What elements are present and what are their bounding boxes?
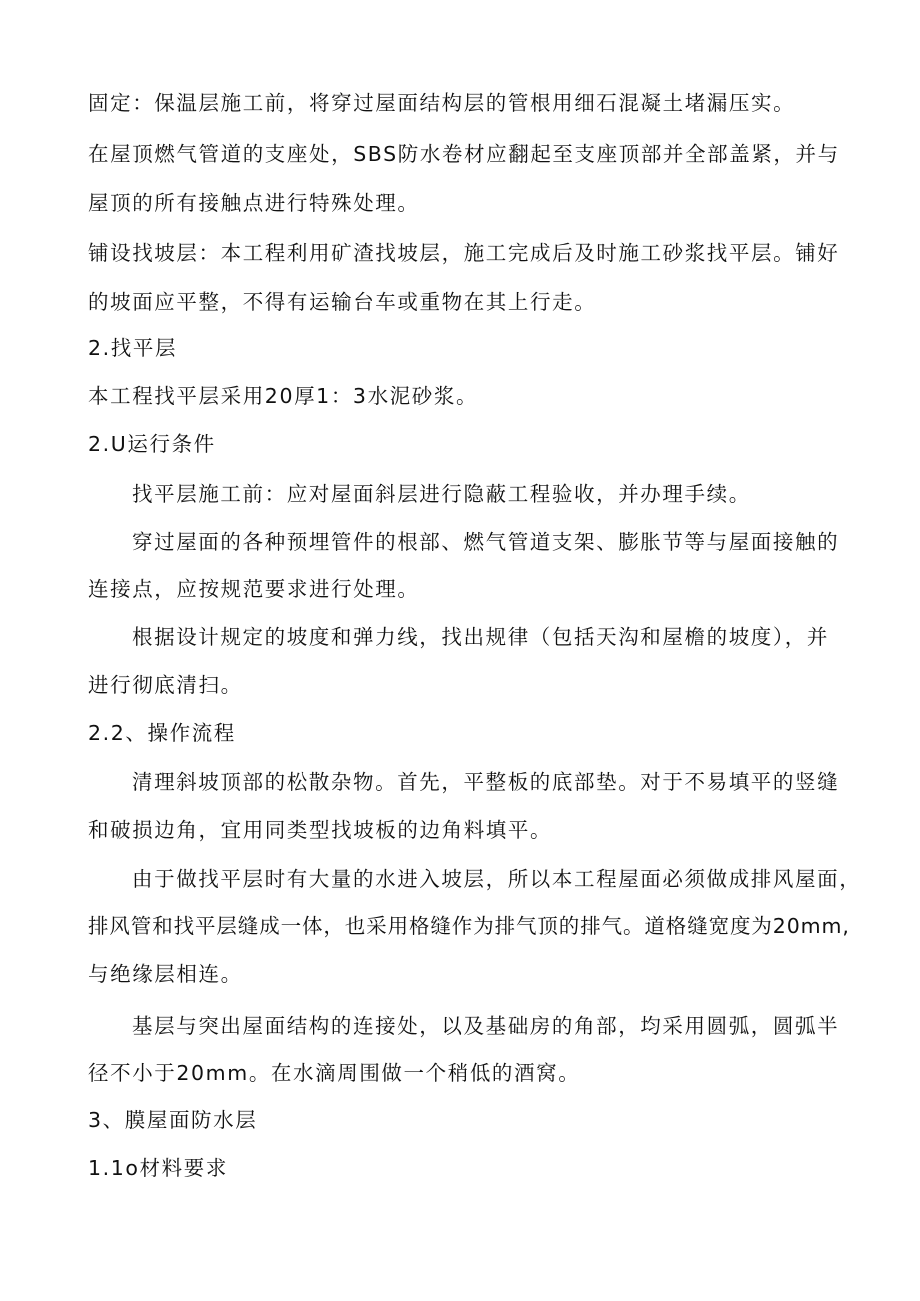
- text-line: 连接点，应按规范要求进行处理。: [88, 577, 420, 601]
- text-line: 在屋顶燃气管道的支座处，SBS防水卷材应翻起至支座顶部并全部盖紧，并与: [88, 142, 840, 166]
- section-heading: 3、膜屋面防水层: [88, 1108, 258, 1132]
- text-line: 穿过屋面的各种预埋管件的根部、燃气管道支架、膨胀节等与屋面接触的: [132, 530, 840, 554]
- text-line: 和破损边角，宜用同类型找坡板的边角料填平。: [88, 818, 553, 842]
- text-line: 基层与突出屋面结构的连接处，以及基础房的角部，均采用圆弧，圆弧半: [132, 1014, 840, 1038]
- text-line: 根据设计规定的坡度和弹力线，找出规律（包括天沟和屋檐的坡度），并: [132, 625, 829, 649]
- text-line: 本工程找平层采用20厚1：3水泥砂浆。: [88, 384, 479, 408]
- text-line: 由于做找平层时有大量的水进入坡层，所以本工程屋面必须做成排风屋面，: [132, 867, 862, 891]
- text-line: 的坡面应平整，不得有运输台车或重物在其上行走。: [88, 290, 597, 314]
- text-line: 固定：保温层施工前，将穿过屋面结构层的管根用细石混凝土堵漏压实。: [88, 91, 796, 115]
- section-heading: 1.1o材料要求: [88, 1156, 228, 1180]
- section-heading: 2.找平层: [88, 336, 178, 360]
- text-line: 清理斜坡顶部的松散杂物。首先，平整板的底部垫。对于不易填平的竖缝: [132, 770, 840, 794]
- text-line: 径不小于20mm。在水滴周围做一个稍低的酒窝。: [88, 1061, 581, 1085]
- text-line: 排风管和找平层缝成一体，也采用格缝作为排气顶的排气。道格缝宽度为20mm,: [88, 914, 850, 938]
- text-line: 进行彻底清扫。: [88, 673, 243, 697]
- section-heading: 2.U运行条件: [88, 432, 216, 456]
- text-line: 找平层施工前：应对屋面斜层进行隐蔽工程验收，并办理手续。: [132, 482, 751, 506]
- section-heading: 2.2、操作流程: [88, 721, 236, 745]
- text-line: 铺设找坡层：本工程利用矿渣找坡层，施工完成后及时施工砂浆找平层。铺好: [88, 241, 840, 265]
- text-line: 与绝缘层相连。: [88, 962, 243, 986]
- text-line: 屋顶的所有接触点进行特殊处理。: [88, 191, 420, 215]
